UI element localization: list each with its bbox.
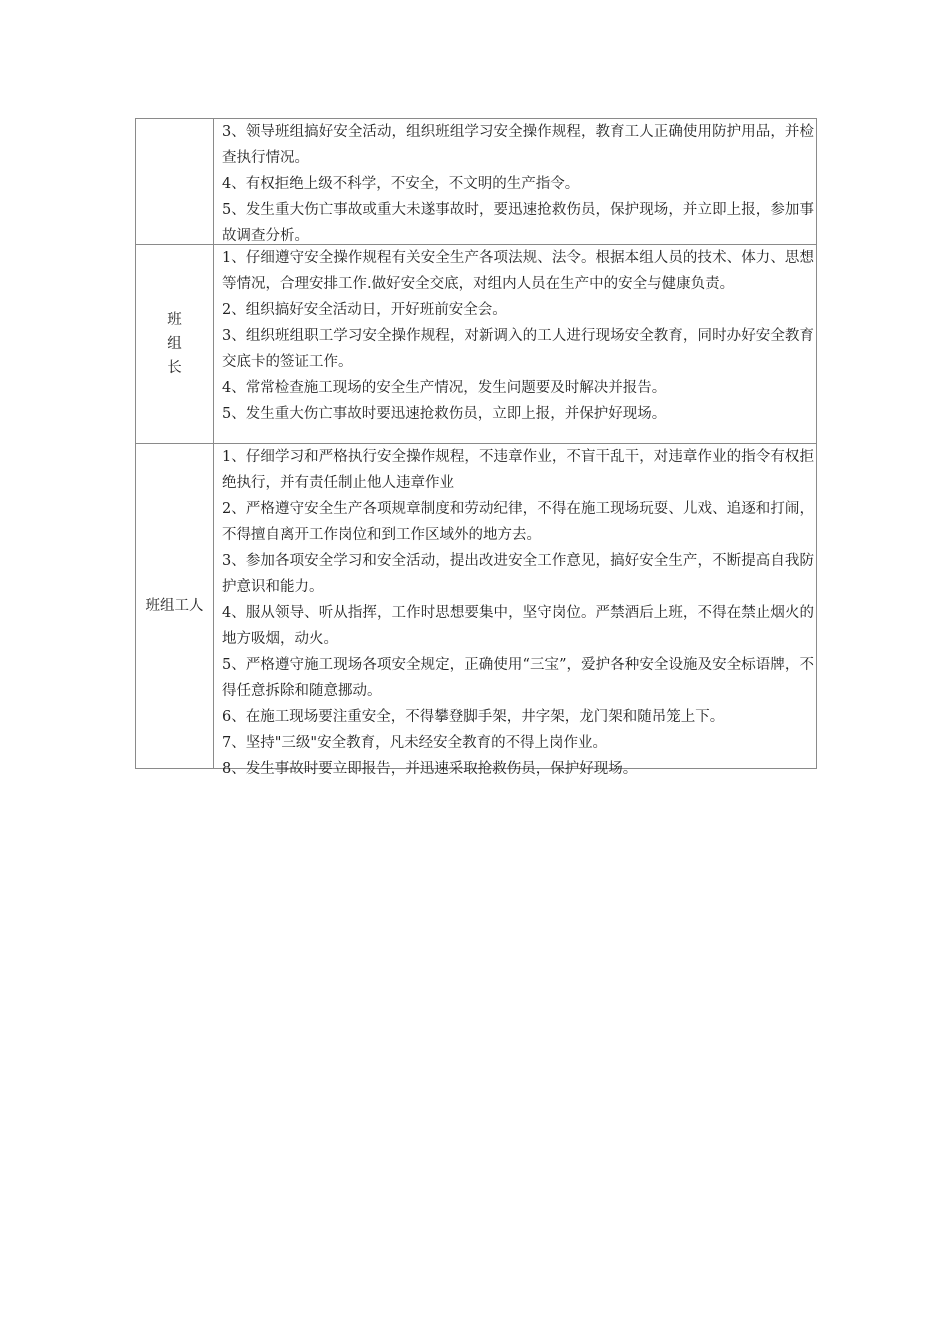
duty-item: 4、常常检查施工现场的安全生产情况，发生问题要及时解决并报告。 xyxy=(222,380,667,396)
duty-item: 2、严格遵守安全生产各项规章制度和劳动纪律，不得在施工现场玩耍、儿戏、追逐和打闹，不得擅自离开工作岗位和到工作区域外的地方去。 xyxy=(222,501,814,543)
duty-item: 5、发生重大伤亡事故或重大未遂事故时，要迅速抢救伤员，保护现场，并立即上报，参加事故调查分析。 xyxy=(222,202,814,244)
role-label: 班组长 xyxy=(167,312,182,376)
table-row xyxy=(136,444,817,769)
duty-item: 4、有权拒绝上级不科学，不安全，不文明的生产指令。 xyxy=(222,176,580,192)
role-cell xyxy=(136,119,214,245)
duty-item: 6、在施工现场要注重安全，不得攀登脚手架，井字架，龙门架和随吊笼上下。 xyxy=(222,709,725,725)
duty-item: 3、组织班组职工学习安全操作规程，对新调入的工人进行现场安全教育，同时办好安全教育交底卡的签证工作。 xyxy=(222,328,814,370)
duty-cell xyxy=(214,245,817,444)
duty-item: 8、发生事故时要立即报告，并迅速采取抢救伤员，保护好现场。 xyxy=(222,761,638,777)
role-cell xyxy=(136,444,214,769)
role-label: 班组工人 xyxy=(145,598,204,614)
duty-item: 1、仔细遵守安全操作规程有关安全生产各项法规、法令。根据本组人员的技术、体力、思想等情况，合理安排工作.做好安全交底，对组内人员在生产中的安全与健康负责。 xyxy=(222,250,814,292)
duty-list xyxy=(222,245,816,443)
duty-item: 2、组织搞好安全活动日，开好班前安全会。 xyxy=(222,302,507,318)
duty-item: 5、严格遵守施工现场各项安全规定，正确使用“三宝”，爱护各种安全设施及安全标语牌，不得任意拆除和随意挪动。 xyxy=(222,657,814,699)
duty-cell xyxy=(214,444,817,777)
duty-item: 3、参加各项安全学习和安全活动，提出改进安全工作意见，搞好安全生产，不断提高自我防护意识和能力。 xyxy=(222,553,814,595)
duty-cell xyxy=(214,119,817,245)
duty-item: 5、发生重大伤亡事故时要迅速抢救伤员，立即上报，并保护好现场。 xyxy=(222,406,667,422)
duty-item: 7、坚持"三级"安全教育，凡未经安全教育的不得上岗作业。 xyxy=(222,735,608,751)
table-row xyxy=(136,245,817,444)
duty-item: 3、领导班组搞好安全活动，组织班组学习安全操作规程，教育工人正确使用防护用品，并检查执行情况。 xyxy=(222,124,814,166)
table-row xyxy=(136,119,817,245)
duty-list xyxy=(222,119,816,244)
duty-list xyxy=(222,444,816,777)
role-cell xyxy=(136,245,214,444)
duty-item: 4、服从领导、听从指挥，工作时思想要集中，坚守岗位。严禁酒后上班，不得在禁止烟火的地方吸烟，动火。 xyxy=(222,605,814,647)
safety-duty-table xyxy=(135,118,817,777)
duty-item: 1、仔细学习和严格执行安全操作规程，不违章作业，不盲干乱干，对违章作业的指令有权拒绝执行，并有责任制止他人违章作业 xyxy=(222,449,814,491)
